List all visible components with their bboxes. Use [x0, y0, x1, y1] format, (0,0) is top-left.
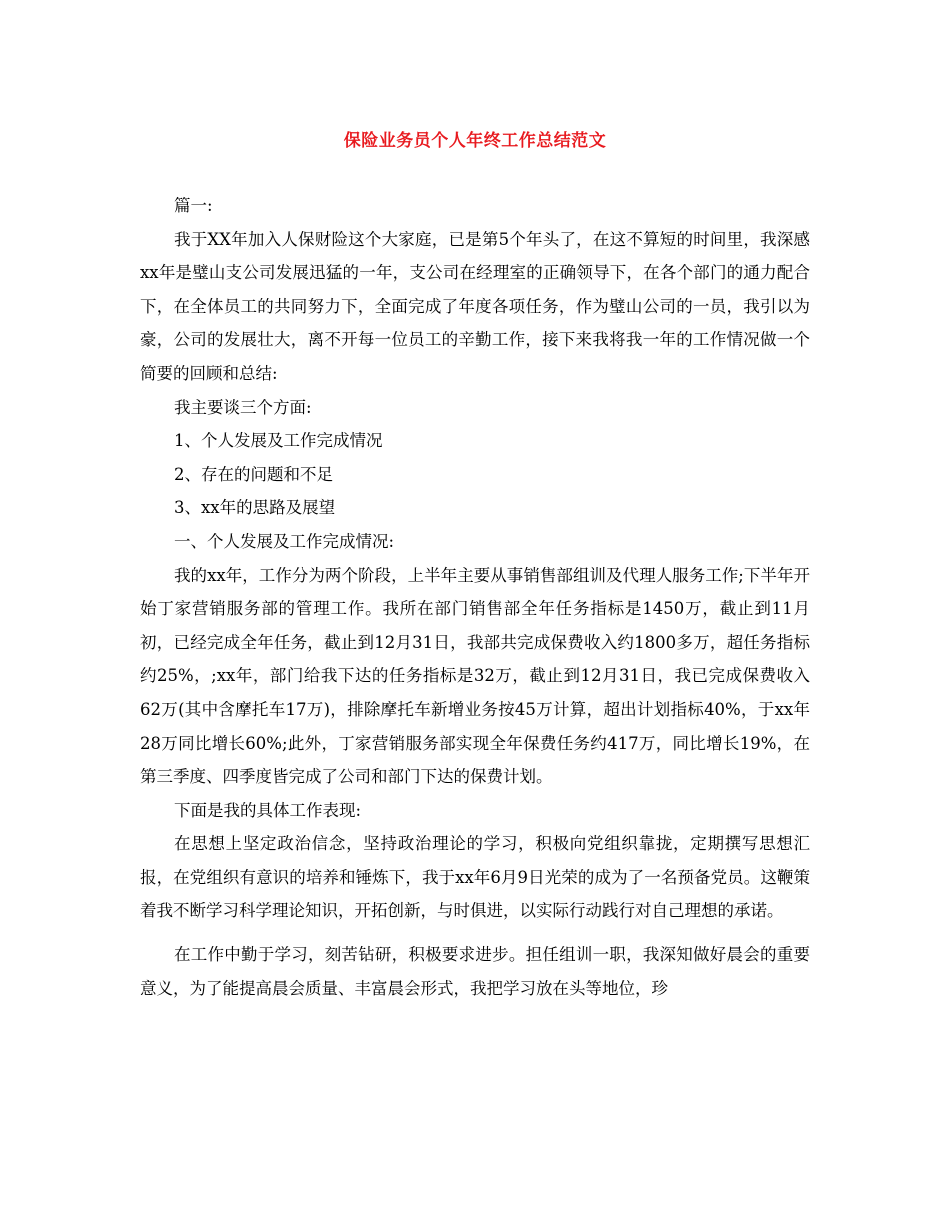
paragraph-aspects-heading: 我主要谈三个方面:	[174, 397, 312, 417]
paragraph-intro: 我于XX年加入人保财险这个大家庭，已是第5个年头了，在这不算短的时间里，我深感xx年是璧山支公司发展迅猛的一年，支公司在经理室的正确领导下，在各个部门的通力配合下，在全体员工的共同努力下，全面完成了年度各项任务，作为璧山公司的一员，我引以为豪，公司的发展壮大，离不开每一位员工的辛勤工作，接下来我将我一年的工作情况做一个简要的回顾和总结:	[140, 229, 810, 383]
paragraph-section-label: 篇一:	[174, 196, 213, 215]
list-item-2: 2、存在的问题和不足	[174, 464, 333, 484]
paragraph-ideology: 在思想上坚定政治信念，坚持政治理论的学习，积极向党组织靠拢，定期撰写思想汇报，在党组织有意识的培养和锤炼下，我于xx年6月9日光荣的成为了一名预备党员。这鞭策着我不断学习科学理论知识，开拓创新，与时俱进，以实际行动践行对自己理想的承诺。	[140, 834, 810, 921]
paragraph-work-intro: 下面是我的具体工作表现:	[174, 800, 362, 820]
list-item-3: 3、xx年的思路及展望	[174, 498, 336, 518]
document-title: 保险业务员个人年终工作总结范文	[343, 131, 607, 151]
document-body	[140, 189, 810, 1005]
paragraph-performance: 我的xx年，工作分为两个阶段，上半年主要从事销售部组训及代理人服务工作;下半年开始丁家营销服务部的管理工作。我所在部门销售部全年任务指标是1450万，截止到11月初，已经完成全年任务，截止到12月31日，我部共完成保费收入约1800多万，超任务指标约25%，;xx年，部门给我下达的任务指标是32万，截止到12月31日，我已完成保费收入62万(其中含摩托车17万)，排除摩托车新增业务按45万计算，超出计划指标40%，于xx年28万同比增长60%;此外，丁家营销服务部实现全年保费任务约417万，同比增长19%，在第三季度、四季度皆完成了公司和部门下达的保费计划。	[140, 565, 810, 787]
paragraph-work-study: 在工作中勤于学习，刻苦钻研，积极要求进步。担任组训一职，我深知做好晨会的重要意义，为了能提高晨会质量、丰富晨会形式，我把学习放在头等地位，珍	[140, 945, 810, 998]
list-item-1: 1、个人发展及工作完成情况	[174, 431, 383, 451]
section-heading-1: 一、个人发展及工作完成情况:	[174, 531, 395, 551]
